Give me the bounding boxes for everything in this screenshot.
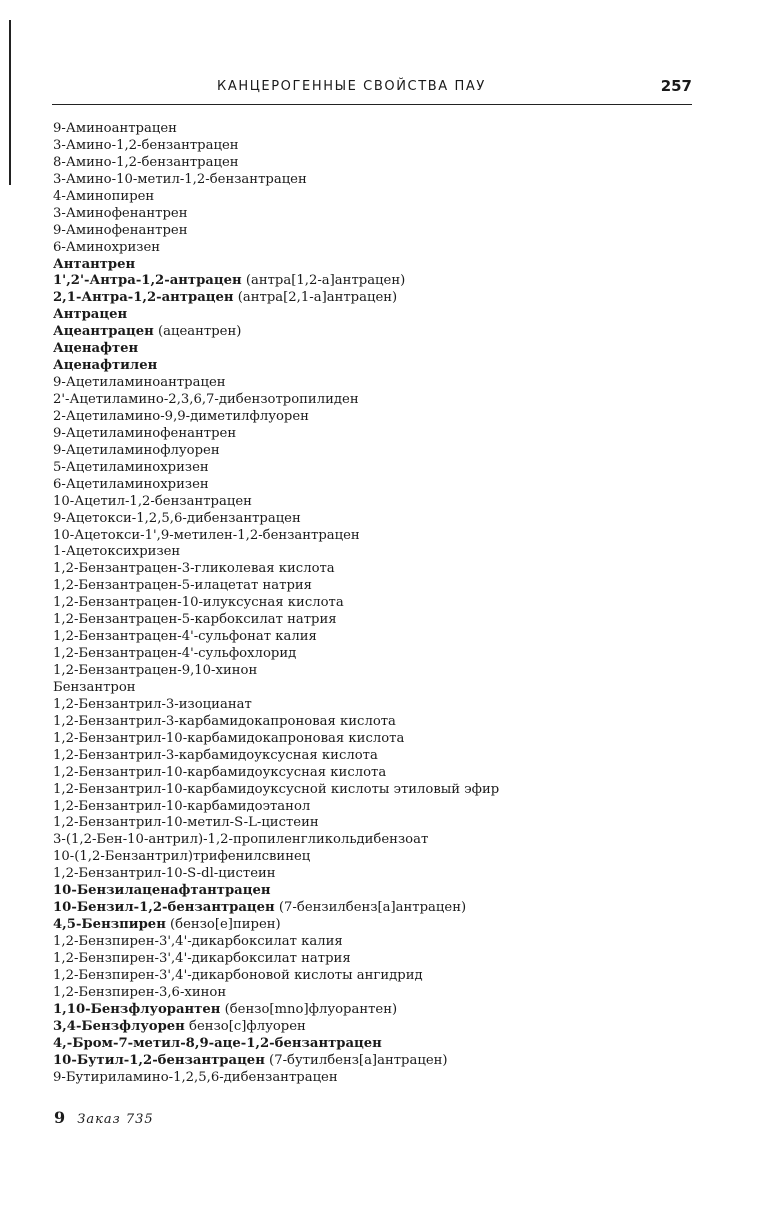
entry-text: 1,2-Бензпирен-3',4'-дикарбоксилат калия (53, 934, 343, 949)
entry-text: (бензо[e]пирен) (165, 917, 281, 933)
list-item (53, 358, 703, 375)
list-item (53, 375, 703, 392)
entry-text: 1,2-Бензантрацен-4'-сульфонат калия (53, 629, 317, 645)
list-item (53, 663, 703, 680)
entry-text: 10-(1,2-Бензантрил)трифенилсвинец (53, 849, 311, 865)
entry-text: 9-Аминоантрацен (53, 121, 177, 136)
entry-text: (антра[1,2-a]антрацен) (241, 273, 406, 289)
list-item (53, 849, 703, 866)
entry-bold-name: 3,4-Бензфлуорен (53, 1018, 185, 1034)
entry-text: 8-Амино-1,2-бензантрацен (53, 154, 239, 170)
list-item (53, 714, 703, 731)
entry-text: 6-Ацетиламинохризен (53, 476, 209, 492)
entry-text: 9-Ацетиламинофлуорен (53, 442, 220, 458)
list-item (53, 341, 703, 358)
entry-bold-name: 4,-Бром-7-метил-8,9-аце-1,2-бензантрацен (53, 1035, 382, 1051)
entry-text: 1,2-Бензантрацен-10-илуксусная кислота (53, 595, 344, 611)
list-item (53, 409, 703, 426)
list-item (53, 1036, 703, 1053)
entry-bold-name: 10-Бензилаценафтантрацен (53, 883, 271, 899)
page-header (52, 76, 692, 105)
entry-text: 3-(1,2-Бен-10-антрил)-1,2-пропиленгликольдибензоат (53, 832, 429, 848)
entry-text: 1,2-Бензантрил-10-метил-S-L-цистеин (53, 815, 319, 831)
list-item (53, 290, 703, 307)
entry-bold-name: 1',2'-Антра-1,2-антрацен (53, 273, 242, 289)
running-head: КАНЦЕРОГЕННЫЕ СВОЙСТВА ПАУ (217, 79, 486, 94)
list-item (53, 883, 703, 900)
entry-text: 1,2-Бензпирен-3,6-хинон (53, 984, 227, 1000)
list-item (53, 968, 703, 985)
entry-text: 2'-Ацетиламино-2,3,6,7-дибензотропилиден (53, 392, 359, 407)
list-item (53, 612, 703, 629)
entry-text: 1,2-Бензантрил-10-карбамидоэтанол (53, 798, 311, 814)
entry-text: 1,2-Бензантрацен-4'-сульфохлорид (53, 646, 297, 662)
list-item (53, 257, 703, 274)
entry-text: 9-Аминофенантрен (53, 222, 188, 238)
entry-text: 1,2-Бензантрил-10-карбамидоуксусной кислоты этиловый эфир (53, 781, 500, 797)
list-item (53, 680, 703, 697)
entry-text: 10-Ацетил-1,2-бензантрацен (53, 493, 252, 509)
entry-text: 1,2-Бензантрацен-3-гликолевая кислота (53, 561, 335, 577)
entry-text: 9-Ацетиламинофенантрен (53, 425, 237, 441)
list-item (53, 900, 703, 917)
entry-text: 1,2-Бензантрацен-5-карбоксилат натрия (53, 612, 337, 628)
entry-text: (ацеантрен) (153, 324, 242, 340)
entry-text: 1,2-Бензантрацен-9,10-хинон (53, 663, 258, 678)
entry-text: 1,2-Бензантрацен-5-илацетат натрия (53, 578, 312, 594)
entry-text: 1,2-Бензантрил-10-карбамидокапроновая кислота (53, 730, 405, 746)
entry-text: 3-Амино-1,2-бензантрацен (53, 137, 239, 153)
list-item (53, 951, 703, 968)
page-number: 257 (660, 77, 692, 95)
entry-text: 6-Аминохризен (53, 239, 161, 255)
entry-bold-name: Антрацен (53, 307, 128, 323)
list-item (53, 240, 703, 257)
entry-text: 1,2-Бензантрил-3-карбамидокапроновая кислота (53, 713, 396, 729)
entry-text: 1-Ацетоксихризен (53, 544, 181, 560)
signature-number: 9 (54, 1108, 66, 1127)
entry-bold-name: 2,1-Антра-1,2-антрацен (53, 290, 234, 306)
entry-text: (антра[2,1-a]антрацен) (233, 290, 398, 306)
entry-text: 4-Аминопирен (53, 188, 155, 204)
entry-text: бензо[c]флуорен (184, 1018, 306, 1034)
entry-bold-name: 10-Бутил-1,2-бензантрацен (53, 1052, 265, 1068)
entry-text: 5-Ацетиламинохризен (53, 459, 209, 475)
list-item (53, 392, 703, 409)
entry-text: 1,2-Бензантрил-3-карбамидоуксусная кислота (53, 747, 378, 763)
entry-text: 1,2-Бензантрил-10-S-dl-цистеин (53, 866, 276, 882)
list-item (53, 511, 703, 528)
list-item (53, 934, 703, 951)
list-item (53, 1002, 703, 1019)
entry-text: 1,2-Бензантрил-3-изоцианат (53, 696, 252, 712)
binding-edge-line (9, 20, 11, 185)
list-item (53, 121, 703, 138)
list-item (53, 307, 703, 324)
list-item (53, 460, 703, 477)
list-item (53, 731, 703, 748)
list-item (53, 697, 703, 714)
list-item (53, 765, 703, 782)
order-note: Заказ 735 (77, 1112, 154, 1127)
entry-text: 1,2-Бензантрил-10-карбамидоуксусная кислота (53, 764, 387, 780)
entry-text: 1,2-Бензпирен-3',4'-дикарбоновой кислоты ангидрид (53, 967, 423, 983)
entry-text: 9-Ацетокси-1,2,5,6-дибензантрацен (53, 510, 301, 526)
list-item (53, 544, 703, 561)
list-item (53, 1053, 703, 1070)
list-item (53, 138, 703, 155)
list-item (53, 799, 703, 816)
list-item (53, 866, 703, 883)
list-item (53, 782, 703, 799)
entry-bold-name: Антантрен (53, 256, 136, 272)
list-item (53, 172, 703, 189)
list-item (53, 917, 703, 934)
list-item (53, 324, 703, 341)
list-item (53, 273, 703, 290)
list-item (53, 815, 703, 832)
list-item (53, 595, 703, 612)
entry-text: 3-Амино-10-метил-1,2-бензантрацен (53, 171, 307, 187)
list-item (53, 578, 703, 595)
entry-text: (бензо[mno]флуорантен) (220, 1001, 398, 1017)
entry-text: 3-Аминофенантрен (53, 205, 188, 221)
list-item (53, 1019, 703, 1036)
entry-text: (7-бензилбенз[a]антрацен) (274, 900, 467, 916)
entry-bold-name: Ацеантрацен (53, 324, 154, 340)
page-footer (54, 1108, 154, 1127)
list-item (53, 561, 703, 578)
list-item (53, 206, 703, 223)
entry-text: (7-бутилбенз[a]антрацен) (264, 1052, 448, 1068)
entry-text: 10-Ацетокси-1',9-метилен-1,2-бензантрацен (53, 527, 360, 543)
list-item (53, 528, 703, 545)
compound-list (53, 121, 703, 1086)
entry-bold-name: 10-Бензил-1,2-бензантрацен (53, 900, 275, 916)
entry-text: 1,2-Бензпирен-3',4'-дикарбоксилат натрия (53, 950, 351, 966)
list-item (53, 748, 703, 765)
list-item (53, 443, 703, 460)
list-item (53, 426, 703, 443)
list-item (53, 223, 703, 240)
list-item (53, 494, 703, 511)
entry-bold-name: 4,5-Бензпирен (53, 917, 166, 933)
entry-text: Бензантрон (53, 679, 136, 695)
list-item (53, 189, 703, 206)
entry-text: 9-Бутириламино-1,2,5,6-дибензантрацен (53, 1069, 338, 1085)
entry-bold-name: Аценафтилен (53, 358, 158, 374)
list-item (53, 629, 703, 646)
list-item (53, 477, 703, 494)
entry-bold-name: 1,10-Бензфлуорантен (53, 1001, 221, 1017)
list-item (53, 1070, 703, 1087)
list-item (53, 985, 703, 1002)
list-item (53, 646, 703, 663)
list-item (53, 155, 703, 172)
list-item (53, 832, 703, 849)
entry-text: 2-Ацетиламино-9,9-диметилфлуорен (53, 408, 309, 424)
entry-text: 9-Ацетиламиноантрацен (53, 375, 226, 391)
entry-bold-name: Аценафтен (53, 341, 139, 357)
